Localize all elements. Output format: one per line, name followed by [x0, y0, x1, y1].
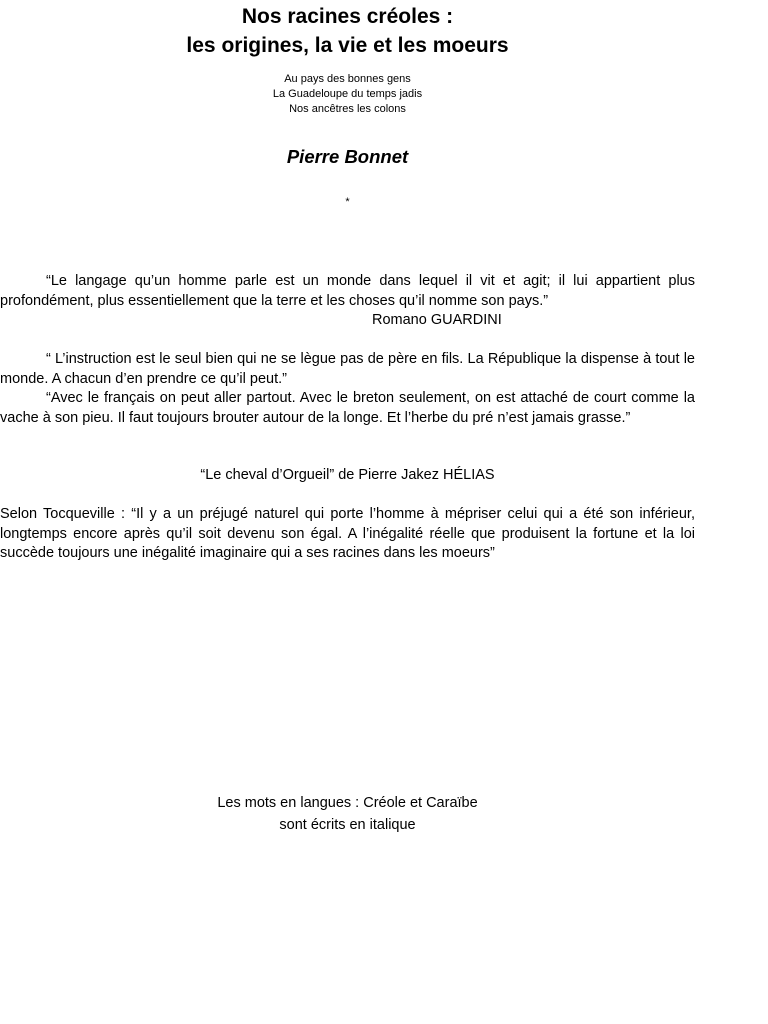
quote-guardini: “Le langage qu’un homme parle est un monde dans lequel il vit et agit; il lui appartient plus profondément, plus essentiellement que la terre et les choses qu’il nomme son pays.”	[0, 273, 695, 309]
subtitle-line: Nos ancêtres les colons	[289, 103, 406, 115]
quote-breton: “Avec le français on peut aller partout. Avec le breton seulement, on est attaché de court comme la vache à son pieu. Il faut toujours brouter autour de la longe. Et l’herbe du pré n’est jamais grasse.”	[0, 390, 695, 426]
quote-instruction: “ L’instruction est le seul bien qui ne se lègue pas de père en fils. La République la dispense à tout le monde. A chacun d’en prendre ce qu’il peut.”	[0, 351, 695, 387]
subtitle-line: Au pays des bonnes gens	[284, 73, 411, 85]
page-title-line1: Nos racines créoles :	[241, 5, 454, 28]
author-name: Pierre Bonnet	[286, 146, 409, 167]
separator-mark: *	[345, 196, 350, 208]
subtitle-block	[0, 72, 695, 117]
page-title-line2: les origines, la vie et les moeurs	[186, 34, 509, 57]
quote-attribution-guardini: Romano GUARDINI	[372, 312, 502, 328]
quote-attribution-helias: “Le cheval d’Orgueil” de Pierre Jakez HÉLIAS	[200, 467, 495, 483]
language-note-line2: sont écrits en italique	[279, 817, 416, 833]
language-note	[0, 792, 695, 836]
language-note-line1: Les mots en langues : Créole et Caraïbe	[217, 795, 478, 811]
subtitle-line: La Guadeloupe du temps jadis	[272, 88, 423, 100]
quote-tocqueville: Selon Tocqueville : “Il y a un préjugé naturel qui porte l’homme à mépriser celui qui a été son inférieur, longtemps encore après qu’il soit devenu son égal. A l’inégalité réelle que produisent la fortune et la loi succède toujours une inégalité imaginaire qui a ses racines dans les moeurs”	[0, 506, 695, 561]
